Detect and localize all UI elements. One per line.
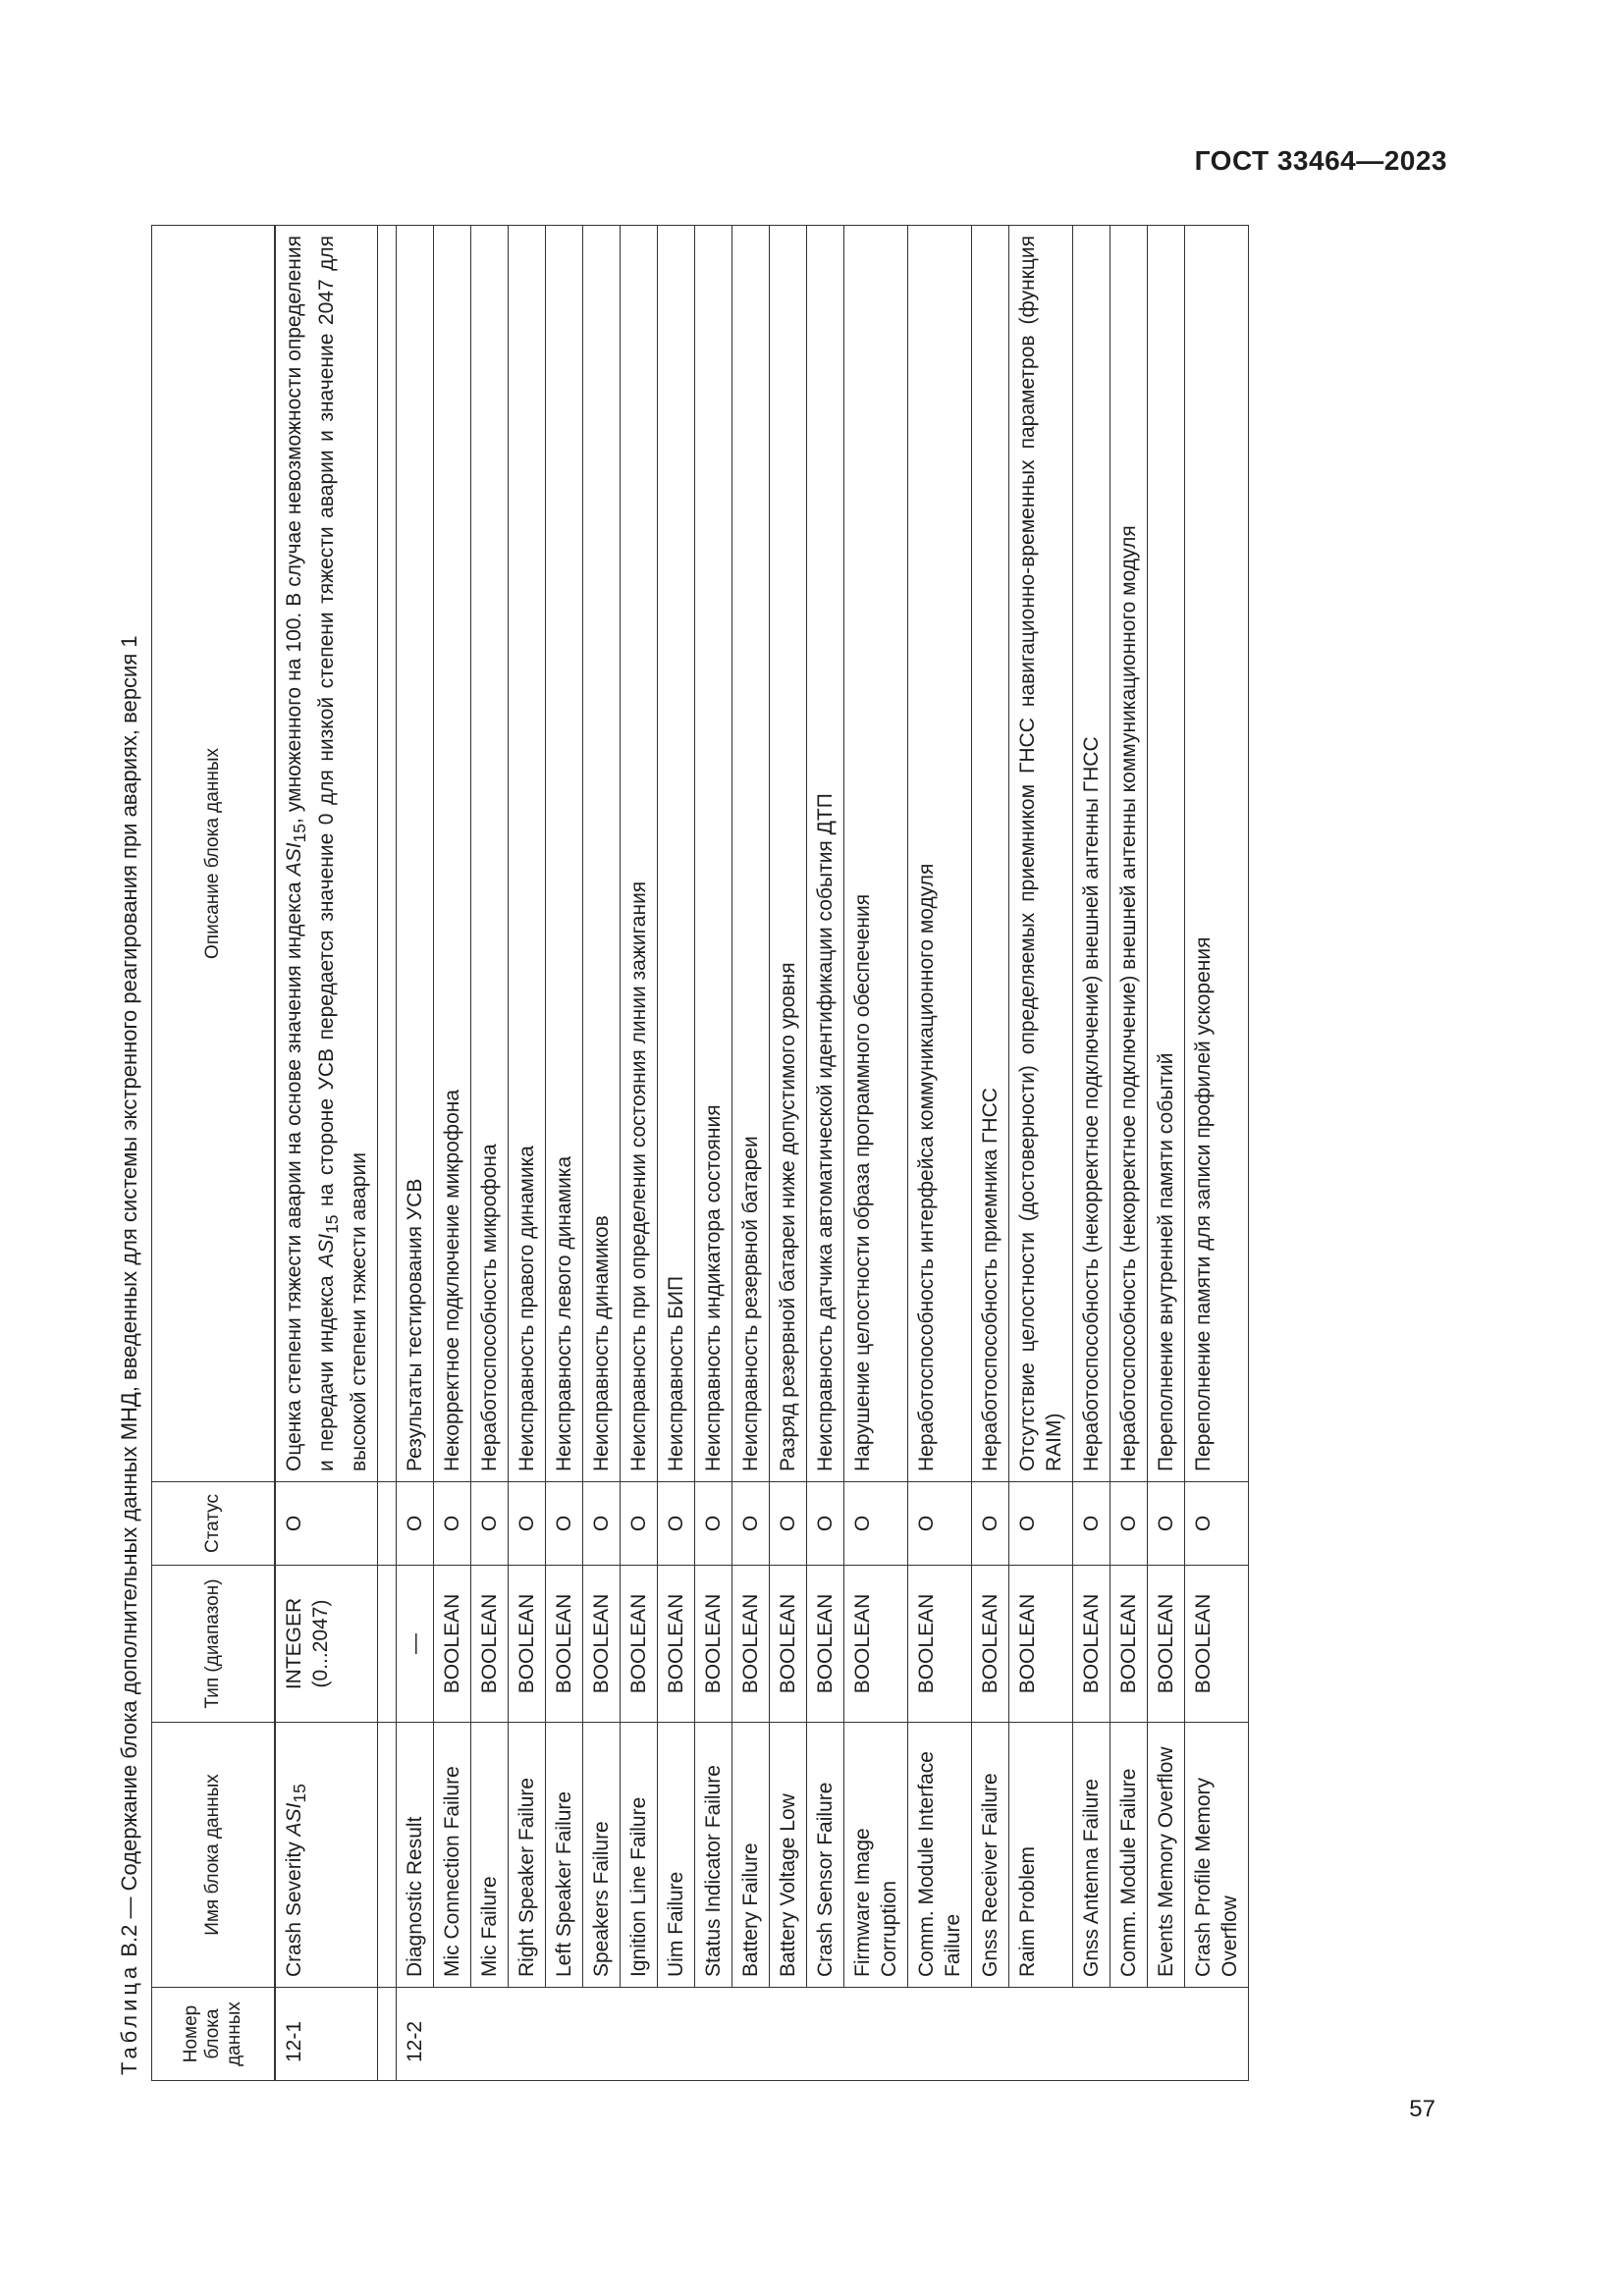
cell-description: Разряд резервной батареи ниже допустимого уровня [769, 226, 806, 1482]
table-row [396, 226, 433, 2081]
cell-description: Неисправность датчика автоматической идентификации события ДТП [806, 226, 843, 1482]
cell-name: Mic Connection Failure [433, 1723, 470, 1988]
cell-status: O [806, 1482, 843, 1566]
cell-description: Неисправность динамиков [582, 226, 620, 1482]
table-row [769, 226, 806, 2081]
table-caption-prefix: Таблица [117, 1962, 141, 2075]
rotated-table-block [108, 216, 1463, 2081]
cell-type: BOOLEAN [657, 1566, 694, 1723]
desc-asi-2-sub: 15 [321, 1214, 342, 1234]
cell-status: O [1008, 1482, 1072, 1566]
table-caption [108, 216, 151, 2081]
cell-number: 12-1 [275, 1988, 378, 2081]
type-line2: (0...2047) [308, 1599, 332, 1688]
table-row [806, 226, 843, 2081]
cell-description: Неисправность БИП [657, 226, 694, 1482]
header-type: Тип (диапазон) [152, 1566, 275, 1723]
cell-description: Результаты тестирования УСВ [396, 226, 433, 1482]
cell-description: Переполнение памяти для записи профилей ускорения [1184, 226, 1248, 1482]
table-row [1147, 226, 1184, 2081]
cell-status: O [620, 1482, 657, 1566]
cell-status: O [545, 1482, 582, 1566]
cell-type: BOOLEAN [508, 1566, 545, 1723]
table-row [508, 226, 545, 2081]
cell-status: O [769, 1482, 806, 1566]
cell-status: O [433, 1482, 470, 1566]
cell-name: Gnss Receiver Failure [971, 1723, 1008, 1988]
cell-type: — [396, 1566, 433, 1723]
cell-name: Gnss Antenna Failure [1072, 1723, 1110, 1988]
asi-subscript: 15 [289, 1784, 309, 1803]
cell-description: Неисправность резервной батареи [731, 226, 769, 1482]
cell-name: Ignition Line Failure [620, 1723, 657, 1988]
cell-status: O [843, 1482, 907, 1566]
cell-status: O [1184, 1482, 1248, 1566]
desc-part-a: Оценка степени тяжести аварии на основе значения индекса [282, 876, 305, 1471]
cell-name: Status Indicator Failure [694, 1723, 731, 1988]
cell-name: Mic Failure [470, 1723, 508, 1988]
desc-asi-1-sub: 15 [289, 823, 309, 843]
cell-description: Неработоспособность (некорректное подключение) внешней антенны коммуникационного модуля [1110, 226, 1147, 1482]
cell-status: O [508, 1482, 545, 1566]
cell-description: Неработоспособность приемника ГНСС [971, 226, 1008, 1482]
cell-name [275, 1723, 378, 1988]
cell-type: BOOLEAN [907, 1566, 971, 1723]
cell-status: O [396, 1482, 433, 1566]
table-row [545, 226, 582, 2081]
spacer-cell [377, 1482, 396, 1566]
table-row [731, 226, 769, 2081]
spacer-cell [377, 1723, 396, 1988]
table-row [657, 226, 694, 2081]
name-prefix: Crash Severity [282, 1836, 305, 1977]
cell-status: O [470, 1482, 508, 1566]
cell-name: Uim Failure [657, 1723, 694, 1988]
cell-type: BOOLEAN [843, 1566, 907, 1723]
cell-status: O [907, 1482, 971, 1566]
table-row [582, 226, 620, 2081]
table-row [470, 226, 508, 2081]
cell-type: BOOLEAN [694, 1566, 731, 1723]
spacer-cell [377, 1566, 396, 1723]
table-header-row [152, 226, 275, 2081]
header-name: Имя блока данных [152, 1723, 275, 1988]
cell-description [275, 226, 378, 1482]
cell-type: BOOLEAN [470, 1566, 508, 1723]
table-row-crash-severity [275, 226, 378, 2081]
cell-status: O [582, 1482, 620, 1566]
cell-name: Crash Profile Memory Overflow [1184, 1723, 1248, 1988]
cell-type: BOOLEAN [769, 1566, 806, 1723]
desc-asi-1: ASI [282, 842, 305, 877]
table-row [694, 226, 731, 2081]
cell-status: O [1110, 1482, 1147, 1566]
cell-type: BOOLEAN [620, 1566, 657, 1723]
table-row [1072, 226, 1110, 2081]
cell-name: Speakers Failure [582, 1723, 620, 1988]
cell-name: Raim Problem [1008, 1723, 1072, 1988]
cell-status: O [1072, 1482, 1110, 1566]
cell-name: Diagnostic Result [396, 1723, 433, 1988]
table-body [275, 226, 1249, 2081]
desc-asi-2: ASI [314, 1233, 338, 1267]
cell-description: Нарушение целостности образа программного обеспечения [843, 226, 907, 1482]
cell-type: BOOLEAN [545, 1566, 582, 1723]
cell-description: Неисправность правого динамика [508, 226, 545, 1482]
header-description: Описание блока данных [152, 226, 275, 1482]
cell-type: BOOLEAN [433, 1566, 470, 1723]
cell-name: Battery Failure [731, 1723, 769, 1988]
table-row [971, 226, 1008, 2081]
cell-description: Неработоспособность (некорректное подключение) внешней антенны ГНСС [1072, 226, 1110, 1482]
cell-type: BOOLEAN [1184, 1566, 1248, 1723]
cell-status: O [1147, 1482, 1184, 1566]
asi-term: ASI [282, 1802, 305, 1837]
table-row [907, 226, 971, 2081]
table-row [620, 226, 657, 2081]
cell-description: Неработоспособность микрофона [470, 226, 508, 1482]
table-row [1008, 226, 1072, 2081]
cell-status: O [694, 1482, 731, 1566]
cell-type: BOOLEAN [971, 1566, 1008, 1723]
cell-description: Неисправность левого динамика [545, 226, 582, 1482]
cell-name: Left Speaker Failure [545, 1723, 582, 1988]
cell-type [275, 1566, 378, 1723]
cell-type: BOOLEAN [1008, 1566, 1072, 1723]
spacer-cell [377, 226, 396, 1482]
cell-name: Events Memory Overflow [1147, 1723, 1184, 1988]
document-code: ГОСТ 33464—2023 [1194, 145, 1447, 176]
spacer-cell [377, 1988, 396, 2081]
header-number: Номер блока данных [152, 1988, 275, 2081]
cell-description: Неисправность при определении состояния линии зажигания [620, 226, 657, 1482]
cell-name: Firmware Image Corruption [843, 1723, 907, 1988]
header-status: Статус [152, 1482, 275, 1566]
table-row-spacer [377, 226, 396, 2081]
table-row [1110, 226, 1147, 2081]
table-row [843, 226, 907, 2081]
cell-status: O [657, 1482, 694, 1566]
cell-type: BOOLEAN [1110, 1566, 1147, 1723]
desc-part-c: на стороне УСВ передается значение 0 для низкой степени тяжести аварии и значение 2047 для высокой степени тяжести аварии [314, 235, 370, 1471]
cell-type: BOOLEAN [582, 1566, 620, 1723]
data-blocks-table [151, 225, 1249, 2081]
cell-name: Comm. Module Interface Failure [907, 1723, 971, 1988]
cell-description: Неисправность индикатора состояния [694, 226, 731, 1482]
desc-part-b: , умноженного на 100. В случае невозможности определения и передачи индекса [282, 236, 338, 1471]
page-number: 57 [1409, 2096, 1435, 2122]
table-row [433, 226, 470, 2081]
table-caption-text: В.2 — Содержание блока дополнительных данных МНД, введенных для системы экстренного реагирования при авариях, версия 1 [117, 635, 141, 1963]
cell-description: Отсутствие целостности (достоверности) определяемых приемником ГНСС навигационно-временных параметров (функция RAIM) [1008, 226, 1072, 1482]
cell-description: Некорректное подключение микрофона [433, 226, 470, 1482]
cell-status: O [971, 1482, 1008, 1566]
cell-status: O [731, 1482, 769, 1566]
cell-type: BOOLEAN [806, 1566, 843, 1723]
cell-description: Переполнение внутренней памяти событий [1147, 226, 1184, 1482]
cell-type: BOOLEAN [731, 1566, 769, 1723]
cell-number: 12-2 [396, 1988, 1248, 2081]
table-row [1184, 226, 1248, 2081]
cell-type: BOOLEAN [1072, 1566, 1110, 1723]
type-line1: INTEGER [282, 1597, 305, 1690]
cell-status: O [275, 1482, 378, 1566]
cell-name: Right Speaker Failure [508, 1723, 545, 1988]
cell-name: Crash Sensor Failure [806, 1723, 843, 1988]
cell-name: Battery Voltage Low [769, 1723, 806, 1988]
cell-description: Неработоспособность интерфейса коммуникационного модуля [907, 226, 971, 1482]
cell-type: BOOLEAN [1147, 1566, 1184, 1723]
cell-name: Comm. Module Failure [1110, 1723, 1147, 1988]
